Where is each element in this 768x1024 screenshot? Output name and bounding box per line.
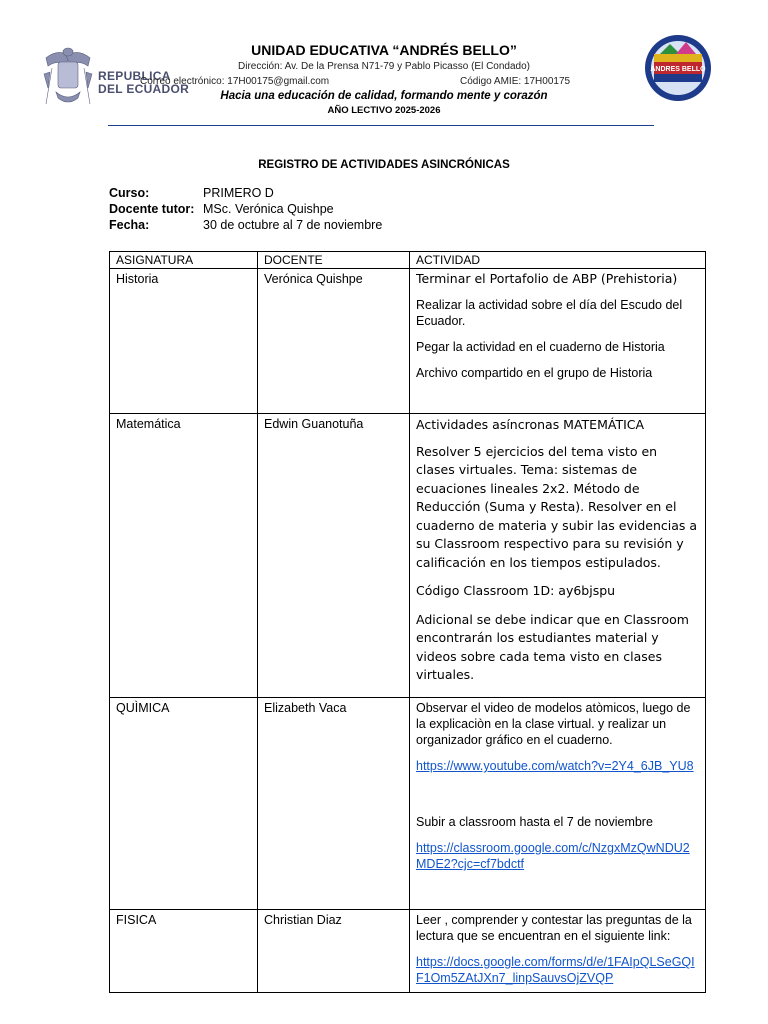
activity-text: Resolver 5 ejercicios del tema visto en clases virtuales. Tema: sistemas de ecuaciones lineales 2x2. Método de Reducción (Suma y Resta). Resolver en el cuaderno de materia y subir las evidencias a su Classroom respectivo para su revisión y calificación en los tiempos estipulados. <box>416 443 698 570</box>
activities-table <box>109 251 706 993</box>
activity-text: Código Classroom 1D: ay6bjspu <box>416 583 616 598</box>
teacher-cell: Edwin Guanotuña <box>258 414 410 698</box>
institution-email: Correo electrónico: 17H00175@gmail.com <box>140 76 330 87</box>
table-row <box>110 414 706 698</box>
table-row <box>110 698 706 910</box>
activity-cell <box>410 269 706 414</box>
date-row <box>109 217 382 233</box>
document-title: REGISTRO DE ACTIVIDADES ASINCRÓNICAS <box>258 159 510 171</box>
teacher-cell: Christian Diaz <box>258 910 410 993</box>
header-teacher: DOCENTE <box>258 252 410 269</box>
google-form-link[interactable]: https://docs.google.com/forms/d/e/1FAIpQLSeGQIF1Om5ZAtJXn7_linpSauvsOjZVQP <box>416 955 695 985</box>
activity-text: Leer , comprender y contestar las preguntas de la lectura que se encuentran en el siguiente link: <box>416 913 692 943</box>
course-value: PRIMERO D <box>203 186 274 200</box>
activity-text: Adicional se debe indicar que en Classroom encontrarán los estudiantes material y videos sobre cada tema visto en clases virtuales. <box>416 611 689 682</box>
date-value: 30 de octubre al 7 de noviembre <box>203 218 383 232</box>
header-divider <box>108 125 654 126</box>
activity-cell <box>410 698 706 910</box>
classroom-link[interactable]: https://classroom.google.com/c/NzgxMzQwNDU2MDE2?cjc=cf7bdctf <box>416 841 690 871</box>
activity-text: Archivo compartido en el grupo de Historia <box>416 366 653 380</box>
svg-text:ANDRES BELLO: ANDRES BELLO <box>650 66 706 73</box>
course-label: Curso: <box>109 186 150 200</box>
institution-motto: Hacia una educación de calidad, formando mente y corazón <box>220 90 548 102</box>
seal-label: REPUBLICA DEL ECUADOR <box>98 69 190 96</box>
activity-text: Subir a classroom hasta el 7 de noviembre <box>416 815 653 829</box>
tutor-label: Docente tutor: <box>109 202 195 216</box>
institution-amie-code: Código AMIE: 17H00175 <box>460 76 571 87</box>
activity-cell <box>410 910 706 993</box>
activity-text: Actividades asíncronas MATEMÁTICA <box>416 417 645 432</box>
course-row <box>109 185 382 201</box>
activity-text: Pegar la actividad en el cuaderno de Historia <box>416 340 665 354</box>
institution-name: UNIDAD EDUCATIVA “ANDRÉS BELLO” <box>251 42 517 58</box>
youtube-video-link[interactable]: https://www.youtube.com/watch?v=2Y4_6JB_YU8 <box>416 759 694 773</box>
header-subject: ASIGNATURA <box>110 252 258 269</box>
table-row <box>110 910 706 993</box>
table-row <box>110 269 706 414</box>
school-year: AÑO LECTIVO 2025-2026 <box>327 105 441 116</box>
subject-cell: QUÌMICA <box>110 698 258 910</box>
activity-cell <box>410 414 706 698</box>
activity-text: Observar el video de modelos atòmicos, luego de la explicaciòn en la clase virtual. y realizar un organizador gráfico en el cuaderno. <box>416 701 691 747</box>
header-activity: ACTIVIDAD <box>410 252 706 269</box>
activity-text: Terminar el Portafolio de ABP (Prehistoria) <box>416 271 678 286</box>
subject-cell: Historia <box>110 269 258 414</box>
teacher-cell: Elizabeth Vaca <box>258 698 410 910</box>
institution-address: Dirección: Av. De la Prensa N71-79 y Pablo Picasso (El Condado) <box>238 61 530 72</box>
subject-cell: FISICA <box>110 910 258 993</box>
course-info <box>109 185 382 233</box>
activity-text: Realizar la actividad sobre el día del Escudo del Ecuador. <box>416 298 683 328</box>
tutor-value: MSc. Verónica Quishpe <box>203 202 334 216</box>
spacer <box>416 784 699 814</box>
tutor-row <box>109 201 382 217</box>
date-label: Fecha: <box>109 218 150 232</box>
table-header-row <box>110 252 706 269</box>
teacher-cell: Verónica Quishpe <box>258 269 410 414</box>
subject-cell: Matemática <box>110 414 258 698</box>
